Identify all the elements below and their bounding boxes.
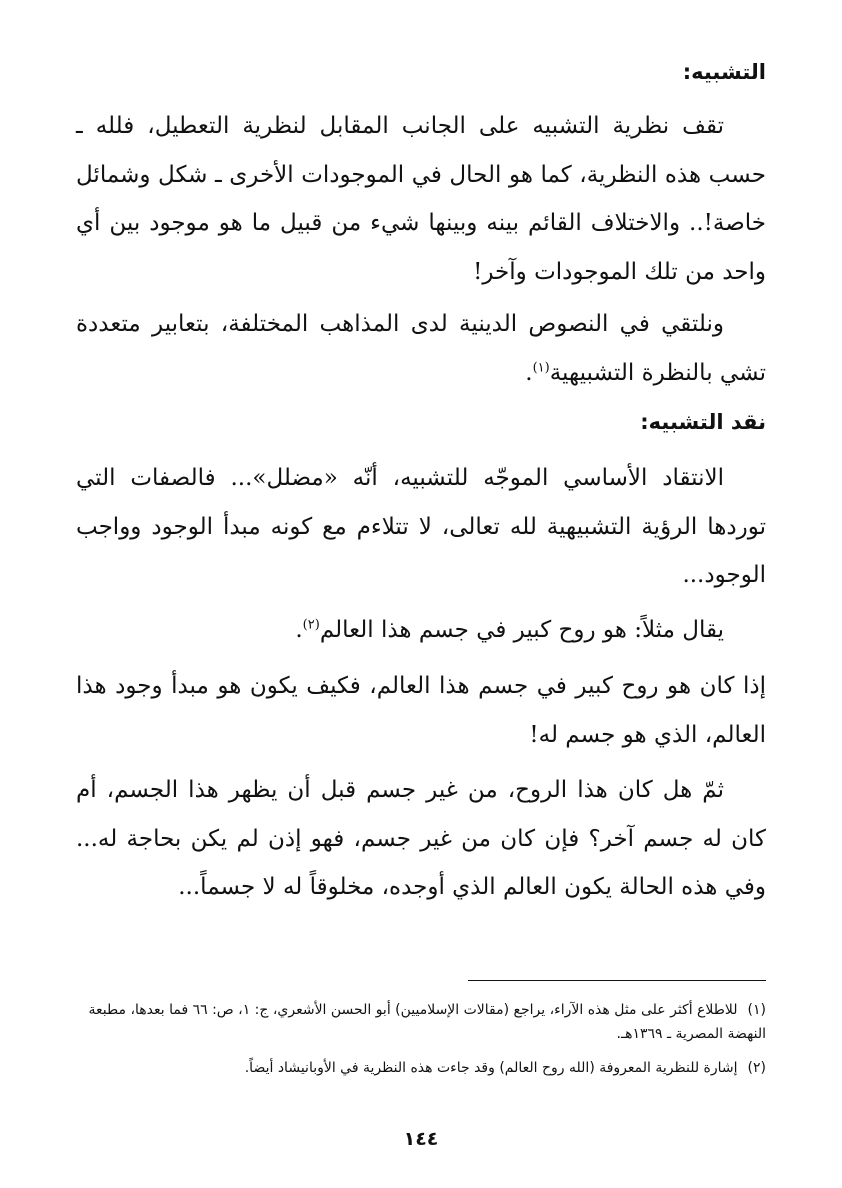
paragraph-text: ونلتقي في النصوص الدينية لدى المذاهب المختلفة، بتعابير متعددة تشي بالنظرة التشبيهية <box>76 311 766 386</box>
paragraph-naqd-example <box>76 606 766 655</box>
footnote-ref-1[interactable]: (١) <box>532 359 550 375</box>
paragraph-naqd-main: الانتقاد الأساسي الموجّه للتشبيه، أنّه «مضلل»... فالصفات التي توردها الرؤية التشبيهية لله تعالى، لا تتلاءم مع كونه مبدأ الوجود وواجب الوجود... <box>76 465 766 588</box>
footnote-number: (١) <box>747 1002 766 1018</box>
footnote-1 <box>76 998 766 1046</box>
paragraph-tashbih-texts <box>76 300 766 397</box>
footnote-separator <box>468 980 766 981</box>
footnote-ref-2[interactable]: (٢) <box>302 617 320 633</box>
paragraph-end: . <box>525 359 533 386</box>
footnote-2 <box>76 1056 766 1080</box>
paragraph-end: . <box>295 617 303 643</box>
paragraph-naqd-body: ثمّ هل كان هذا الروح، من غير جسم قبل أن يظهر هذا الجسم، أم كان له جسم آخر؟ فإن كان من غير جسم، فهو إذن لم يكن بحاجة له... وفي هذه الحالة يكون العالم الذي أوجده، مخلوقاً له لا جسماً... <box>76 777 766 900</box>
section-heading-tashbih: التشبيه: <box>682 60 766 84</box>
footnote-text: إشارة للنظرية المعروفة (الله روح العالم) وقد جاءت هذه النظرية في الأوبانيشاد أيضاً. <box>244 1060 738 1076</box>
paragraph-naqd-question: إذا كان هو روح كبير في جسم هذا العالم، فكيف يكون هو مبدأ وجود هذا العالم، الذي هو جسم له! <box>76 673 766 748</box>
section-heading-naqd: نقد التشبيه: <box>640 410 766 434</box>
paragraph-text: يقال مثلاً: هو روح كبير في جسم هذا العالم <box>319 617 724 643</box>
footnote-number: (٢) <box>747 1060 766 1076</box>
footnote-text: للاطلاع أكثر على مثل هذه الآراء، يراجع (مقالات الإسلاميين) أبو الحسن الأشعري، ج: ١، ص: ٦٦ فما بعدها، مطبعة النهضة المصرية ـ ١٣٦٩هـ. <box>88 1002 766 1042</box>
page-number: ١٤٤ <box>403 1128 439 1150</box>
paragraph-tashbih-intro: تقف نظرية التشبيه على الجانب المقابل لنظرية التعطيل، فلله ـ حسب هذه النظرية، كما هو الحال في الموجودات الأخرى ـ شكل وشمائل خاصة!.. والاختلاف القائم بينه وبينها شيء من قبيل ما هو موجود بين أي واحد من تلك الموجودات وآخر! <box>76 113 766 285</box>
